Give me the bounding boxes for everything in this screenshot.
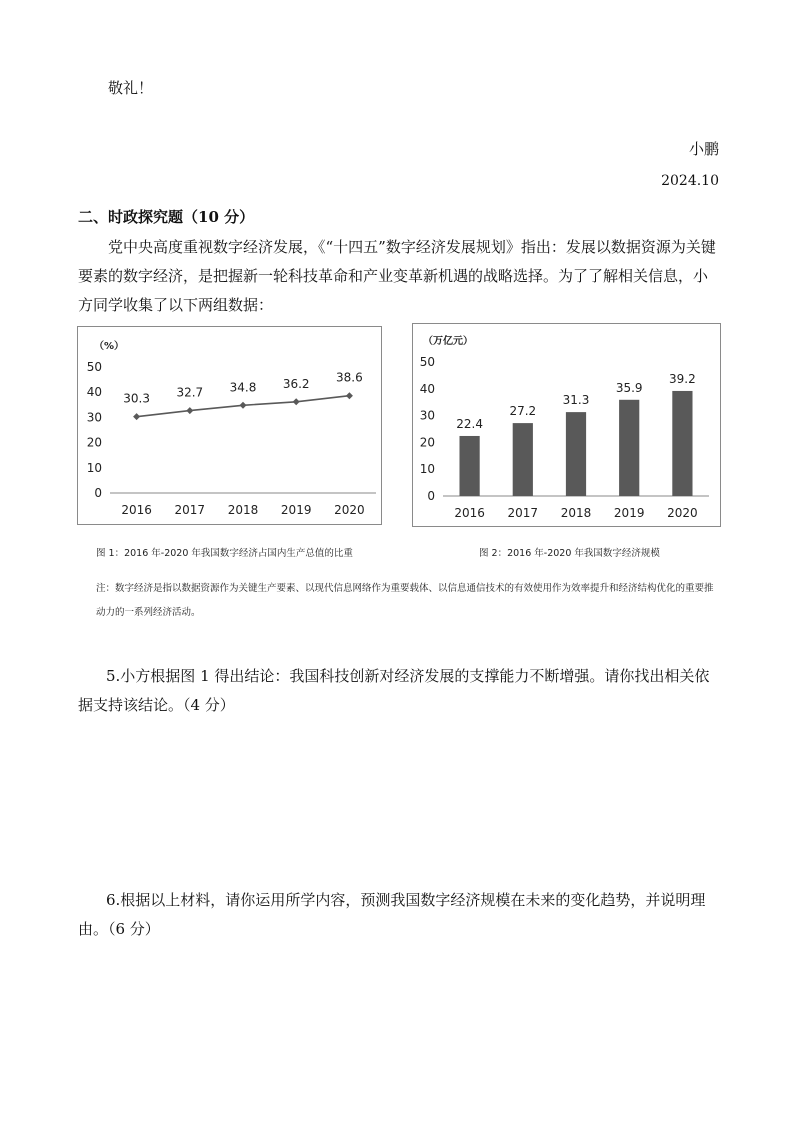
chart-2-x-tick-label: 2016 — [454, 506, 485, 520]
chart-2-y-tick-label: 30 — [419, 408, 435, 423]
chart-1-data-point — [133, 413, 140, 420]
chart-2-data-label: 27.2 — [509, 404, 537, 419]
chart-2-caption: 图 2：2016 年-2020 年我国数字经济规模 — [479, 548, 660, 559]
chart-2-y-tick-label: 20 — [419, 435, 435, 450]
chart-2-bar — [513, 423, 533, 496]
letter-closing: 敬礼！ — [108, 79, 154, 97]
chart-1-data-label: 38.6 — [336, 370, 363, 385]
chart-1-data-label: 32.7 — [176, 385, 204, 400]
chart-1-x-tick-label: 2020 — [334, 503, 365, 517]
chart-1-y-tick-label: 0 — [94, 486, 102, 500]
question-5: 5.小方根据图 1 得出结论：我国科技创新对经济发展的支撑能力不断增强。请你找出相关依据支持该结论。（4 分） — [78, 667, 710, 714]
chart-1-y-tick-label: 50 — [86, 360, 102, 374]
chart-2-x-tick-label: 2017 — [507, 506, 539, 520]
chart-1-y-tick-label: 30 — [86, 410, 102, 425]
chart-2-bar — [459, 436, 479, 496]
chart-2-unit-label: （万亿元） — [423, 336, 473, 347]
chart-1-frame — [77, 326, 382, 525]
chart-2-data-label: 31.3 — [562, 393, 590, 408]
chart-2-x-tick-label: 2020 — [667, 506, 698, 520]
chart-2-data-label: 39.2 — [669, 371, 696, 386]
chart-1-x-tick-label: 2017 — [174, 503, 206, 517]
chart-2-y-tick-label: 10 — [419, 462, 435, 477]
chart-2-bar — [566, 412, 586, 496]
chart-1-unit-label: （%） — [94, 341, 125, 352]
chart-2-data-label: 22.4 — [456, 416, 483, 431]
chart-1-data-label: 34.8 — [229, 380, 257, 395]
chart-2-y-tick-label: 0 — [427, 489, 435, 503]
chart-2-y-tick-label: 50 — [419, 355, 435, 369]
chart-2-x-tick-label: 2018 — [560, 506, 592, 520]
chart-1-caption: 图 1：2016 年-2020 年我国数字经济占国内生产总值的比重 — [96, 548, 353, 559]
chart-2-bar — [619, 400, 639, 496]
chart-1-data-point — [186, 407, 193, 414]
section-intro: 党中央高度重视数字经济发展，《“十四五”数字经济发展规划》指出：发展以数据资源为关键要素的数字经济，是把握新一轮科技革命和产业变革新机遇的战略选择。为了了解相关信息，小方同学收集了以下两组数据： — [78, 238, 716, 314]
chart-1-x-tick-label: 2016 — [121, 503, 152, 517]
chart-1-data-label: 36.2 — [282, 376, 310, 391]
chart-2-x-tick-label: 2019 — [613, 506, 645, 520]
chart-2-data-label: 35.9 — [615, 380, 643, 395]
chart-1-data-point — [240, 402, 247, 409]
chart-1-x-tick-label: 2018 — [227, 503, 259, 517]
chart-1-data-point — [293, 398, 300, 405]
letter-signer: 小鹏 — [688, 140, 719, 158]
chart-1-x-tick-label: 2019 — [280, 503, 312, 517]
chart-2-frame — [412, 323, 721, 527]
chart-1-y-tick-label: 40 — [86, 385, 102, 400]
chart-2-bar — [413, 324, 720, 526]
chart-1-line — [78, 327, 381, 524]
chart-2-y-tick-label: 40 — [419, 381, 435, 396]
section-heading: 二、时政探究题（10 分） — [78, 208, 255, 226]
question-6: 6.根据以上材料，请你运用所学内容，预测我国数字经济规模在未来的变化趋势，并说明理由。（6 分） — [78, 891, 706, 938]
chart-1-data-label: 30.3 — [123, 391, 150, 406]
chart-1-y-tick-label: 20 — [86, 435, 102, 450]
chart-1-data-point — [346, 392, 353, 399]
letter-date: 2024.10 — [661, 173, 719, 189]
definition-note: 注：数字经济是指以数据资源作为关键生产要素、以现代信息网络作为重要载体、以信息通信技术的有效使用作为效率提升和经济结构优化的重要推动力的一系列经济活动。 — [96, 583, 714, 618]
chart-1-y-tick-label: 10 — [86, 460, 102, 475]
chart-2-bar — [672, 391, 692, 496]
